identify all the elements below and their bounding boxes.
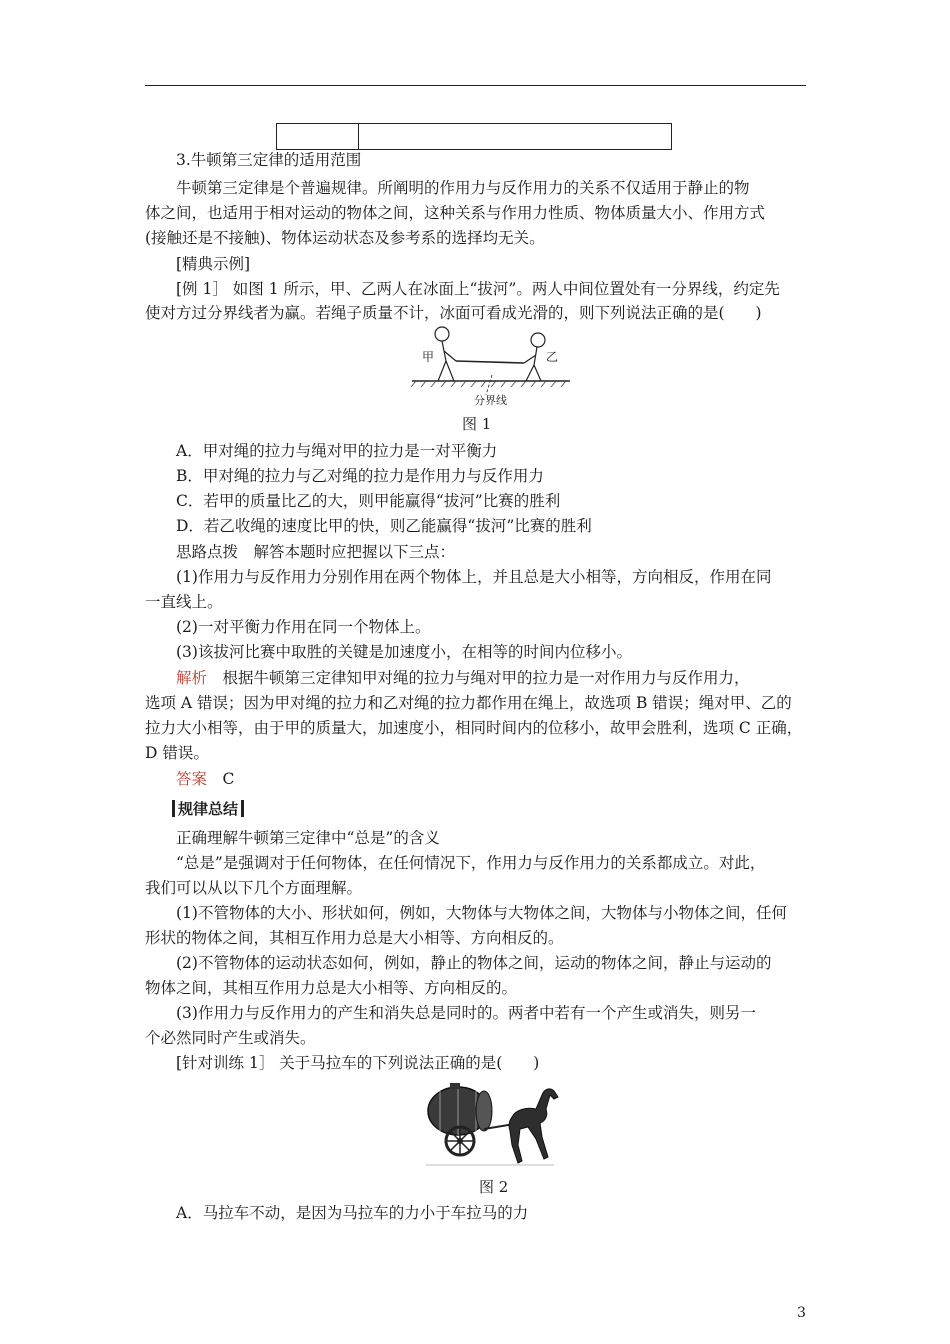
example-header: [精典示例] <box>176 255 251 273</box>
analysis-line-3: 拉力大小相等，由于甲的质量大，加速度小，相同时间内的位移小，故甲会胜利，选项 C 正确， <box>145 719 803 737</box>
summary-line-7: (3)作用力与反作用力的产生和消失总是同时的。两者中若有一个产生或消失，则另一 <box>176 1004 756 1022</box>
hint-line-2: 一直线上。 <box>145 593 223 611</box>
label-yi: 乙 <box>546 350 559 364</box>
summary-line-1: “总是”是强调对于任何物体，在任何情况下，作用力与反作用力的关系都成立。对此， <box>176 854 766 872</box>
summary-line-6: 物体之间，其相互作用力总是大小相等、方向相反的。 <box>145 979 518 997</box>
option-b: B．甲对绳的拉力与乙对绳的拉力是作用力与反作用力 <box>176 467 544 485</box>
summary-line-2: 我们可以从以下几个方面理解。 <box>145 879 363 897</box>
label-jia: 甲 <box>422 350 435 364</box>
page-number: 3 <box>797 1305 806 1321</box>
intro-line-1: 牛顿第三定律是个普遍规律。所阐明的作用力与反作用力的关系不仅适用于静止的物 <box>176 179 750 197</box>
summary-title: 正确理解牛顿第三定律中“总是”的含义 <box>176 829 440 847</box>
tug-of-war-figure <box>410 325 572 407</box>
summary-line-5: (2)不管物体的运动状态如何，例如，静止的物体之间，运动的物体之间，静止与运动的 <box>176 954 772 972</box>
hint-line-1: (1)作用力与反作用力分别作用在两个物体上，并且总是大小相等，方向相反，作用在同 <box>176 568 772 586</box>
summary-line-3: (1)不管物体的大小、形状如何，例如，大物体与大物体之间，大物体与小物体之间，任何 <box>176 904 787 922</box>
hint-line-4: (3)该拔河比赛中取胜的关键是加速度小，在相等的时间内位移小。 <box>176 643 632 661</box>
example1-line-1: [例 1］ 如图 1 所示，甲、乙两人在冰面上“拔河”。两人中间位置处有一分界线，约定先 <box>176 280 780 298</box>
training1-question: [针对训练 1］ 关于马拉车的下列说法正确的是( ) <box>176 1054 540 1072</box>
option-c: C．若甲的质量比乙的大，则甲能赢得“拔河”比赛的胜利 <box>176 492 561 510</box>
figure2-caption: 图 2 <box>479 1178 509 1196</box>
horse-cart-figure <box>424 1083 560 1167</box>
answer-line <box>176 769 234 789</box>
intro-line-2: 体之间，也适用于相对运动的物体之间，这种关系与作用力性质、物体质量大小、作用方式 <box>145 204 766 222</box>
intro-line-3: (接触还是不接触)、物体运动状态及参考系的选择均无关。 <box>145 229 545 247</box>
training-option-a: A．马拉车不动，是因为马拉车的力小于车拉马的力 <box>176 1204 529 1222</box>
header-rule <box>145 85 806 86</box>
answer-label: 答案 <box>176 770 208 788</box>
summary-line-8: 个必然同时产生或消失。 <box>145 1029 316 1047</box>
hint-line-3: (2)一对平衡力作用在同一个物体上。 <box>176 618 431 636</box>
figure1-caption: 图 1 <box>462 415 492 433</box>
analysis-line-2: 选项 A 错误；因为甲对绳的拉力和乙对绳的拉力都作用在绳上，故选项 B 错误；绳对甲、乙的 <box>145 694 792 712</box>
analysis-label: 解析 <box>176 669 208 687</box>
hint-header: 思路点拨 解答本题时应把握以下三点： <box>176 543 456 561</box>
answer-value: C <box>207 770 235 788</box>
analysis-line-1: 解析 根据牛顿第三定律知甲对绳的拉力与绳对甲的拉力是一对作用力与反作用力， <box>176 669 750 687</box>
summary-line-4: 形状的物体之间，其相互作用力总是大小相等、方向相反的。 <box>145 929 564 947</box>
example1-line-2: 使对方过分界线者为赢。若绳子质量不计，冰面可看成光滑的，则下列说法正确的是( ) <box>145 304 762 322</box>
option-a: A．甲对绳的拉力与绳对甲的拉力是一对平衡力 <box>176 442 498 460</box>
section-title: 3.牛顿第三定律的适用范围 <box>176 151 362 169</box>
option-d: D．若乙收绳的速度比甲的快，则乙能赢得“拔河”比赛的胜利 <box>176 517 592 535</box>
analysis-line-4: D 错误。 <box>145 744 209 762</box>
label-dividing-line: 分界线 <box>474 394 507 407</box>
summary-badge: 规律总结 <box>172 798 244 818</box>
empty-table <box>276 123 672 150</box>
